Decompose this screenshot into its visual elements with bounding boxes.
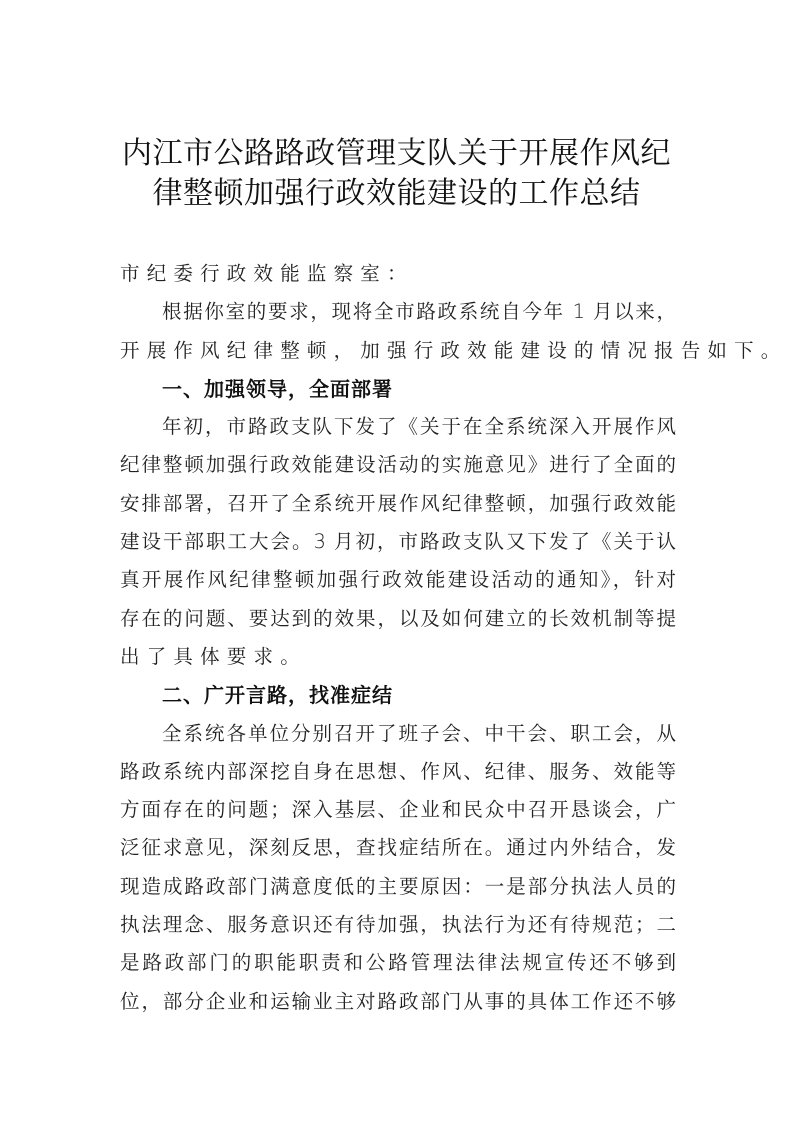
paragraph-line: 方面存在的问题；深入基层、企业和民众中召开恳谈会，广: [120, 798, 676, 822]
paragraph-line: 安排部署，召开了全系统开展作风纪律整顿，加强行政效能: [120, 491, 676, 515]
paragraph-line: 执法理念、服务意识还有待加强，执法行为还有待规范；二: [120, 913, 676, 937]
paragraph-line: 现造成路政部门满意度低的主要原因：一是部分执法人员的: [120, 874, 676, 898]
paragraph-line: 建设干部职工大会。3 月初，市路政支队又下发了《关于认: [120, 530, 676, 554]
section-heading-1: 一、加强领导，全面部署: [162, 376, 393, 401]
section-heading-2: 二、广开言路，找准症结: [162, 683, 393, 708]
paragraph-line: 纪律整顿加强行政效能建设活动的实施意见》进行了全面的: [120, 453, 676, 477]
intro-line: 根据你室的要求，现将全市路政系统自今年 1 月以来，: [162, 300, 676, 324]
document-body: [120, 255, 788, 1021]
paragraph-line: 年初，市路政支队下发了《关于在全系统深入开展作风: [162, 415, 676, 439]
paragraph-line: 存在的问题、要达到的效果，以及如何建立的长效机制等提: [120, 606, 676, 630]
paragraph-line: 路政系统内部深挖自身在思想、作风、纪律、服务、效能等: [120, 759, 676, 783]
paragraph-line: 真开展作风纪律整顿加强行政效能建设活动的通知》，针对: [120, 568, 676, 592]
paragraph-line: 是路政部门的职能职责和公路管理法律法规宣传还不够到: [120, 951, 676, 975]
title-line-1: 内江市公路路政管理支队关于开展作风纪: [122, 136, 671, 171]
paragraph-line: 出了具体要求。: [120, 644, 307, 668]
paragraph-line: 泛征求意见，深刻反思，查找症结所在。通过内外结合，发: [120, 836, 676, 860]
addressee: 市纪委行政效能监察室：: [120, 262, 414, 285]
paragraph-line: 全系统各单位分别召开了班子会、中干会、职工会，从: [162, 721, 676, 745]
paragraph-line: 位，部分企业和运输业主对路政部门从事的具体工作还不够: [120, 989, 676, 1013]
intro-line: 开展作风纪律整顿，加强行政效能建设的情况报告如下。: [120, 338, 788, 362]
title-line-2: 律整顿加强行政效能建设的工作总结: [152, 176, 641, 211]
document-title: [100, 134, 693, 214]
